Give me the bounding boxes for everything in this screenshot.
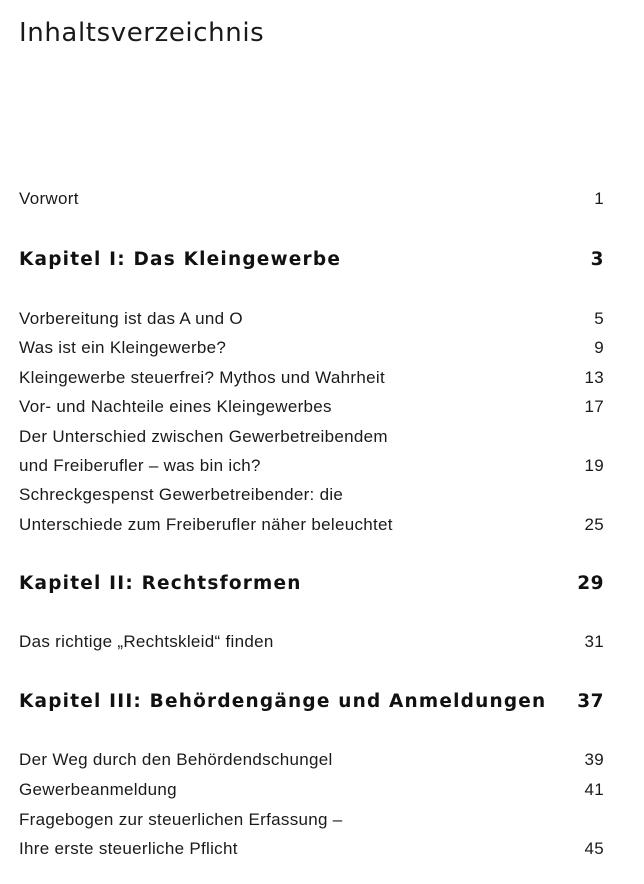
toc-entry-line[interactable] xyxy=(19,482,604,508)
toc-entry-title: Gewerbeanmeldung xyxy=(19,780,177,799)
toc-entry-title: Vorwort xyxy=(19,189,79,208)
toc-entry-title: Ihre erste steuerliche Pflicht xyxy=(19,839,238,858)
toc-page-number: 17 xyxy=(584,397,604,416)
chapter-title: Kapitel III: Behördengänge und Anmeldungen xyxy=(19,690,547,712)
toc-entry-title: Was ist ein Kleingewerbe? xyxy=(19,338,227,357)
toc-page-number: 31 xyxy=(584,632,604,651)
toc-entry-title: Fragebogen zur steuerlichen Erfassung – xyxy=(19,810,343,829)
toc-entry[interactable] xyxy=(19,629,604,655)
toc-chapter-2[interactable] xyxy=(19,570,604,596)
chapter-page-number: 29 xyxy=(577,572,604,594)
toc-entry[interactable] xyxy=(19,335,604,361)
toc-page-number: 9 xyxy=(594,338,604,357)
chapter-title: Kapitel I: Das Kleingewerbe xyxy=(19,248,342,270)
toc-entry-vorwort[interactable] xyxy=(19,186,604,212)
toc-entry-line[interactable] xyxy=(19,807,604,833)
chapter-page-number: 37 xyxy=(577,690,604,712)
toc-entry[interactable] xyxy=(19,747,604,773)
toc-entry[interactable] xyxy=(19,836,604,862)
chapter-page-number: 3 xyxy=(590,248,604,270)
toc-page-number: 13 xyxy=(584,368,604,387)
toc-entry-title: Der Unterschied zwischen Gewerbetreibendem xyxy=(19,427,388,446)
toc-page-number: 45 xyxy=(584,839,604,858)
toc-page-number: 25 xyxy=(584,515,604,534)
toc-page-number: 19 xyxy=(584,456,604,475)
toc-page-number: 1 xyxy=(594,189,604,208)
toc-entry-title: Der Weg durch den Behördendschungel xyxy=(19,750,333,769)
toc-entry[interactable] xyxy=(19,777,604,803)
toc-entry[interactable] xyxy=(19,365,604,391)
toc-page-number: 41 xyxy=(584,780,604,799)
toc-entry-title: Vor- und Nachteile eines Kleingewerbes xyxy=(19,397,332,416)
toc-entry-title: und Freiberufler – was bin ich? xyxy=(19,456,261,475)
toc-page-number: 39 xyxy=(584,750,604,769)
toc-entry[interactable] xyxy=(19,512,604,538)
toc-entry-line[interactable] xyxy=(19,424,604,450)
page-title: Inhaltsverzeichnis xyxy=(19,18,265,49)
chapter-title: Kapitel II: Rechtsformen xyxy=(19,572,302,594)
toc-chapter-3[interactable] xyxy=(19,688,604,714)
toc-entry-title: Kleingewerbe steuerfrei? Mythos und Wahrheit xyxy=(19,368,385,387)
toc-entry-title: Vorbereitung ist das A und O xyxy=(19,309,243,328)
toc-chapter-1[interactable] xyxy=(19,246,604,272)
toc-page-number: 5 xyxy=(594,309,604,328)
toc-entry-title: Das richtige „Rechtskleid“ finden xyxy=(19,632,274,651)
toc-entry[interactable] xyxy=(19,306,604,332)
toc-entry-title: Unterschiede zum Freiberufler näher beleuchtet xyxy=(19,515,393,534)
toc-entry-title: Schreckgespenst Gewerbetreibender: die xyxy=(19,485,344,504)
toc-entry[interactable] xyxy=(19,453,604,479)
toc-entry[interactable] xyxy=(19,394,604,420)
